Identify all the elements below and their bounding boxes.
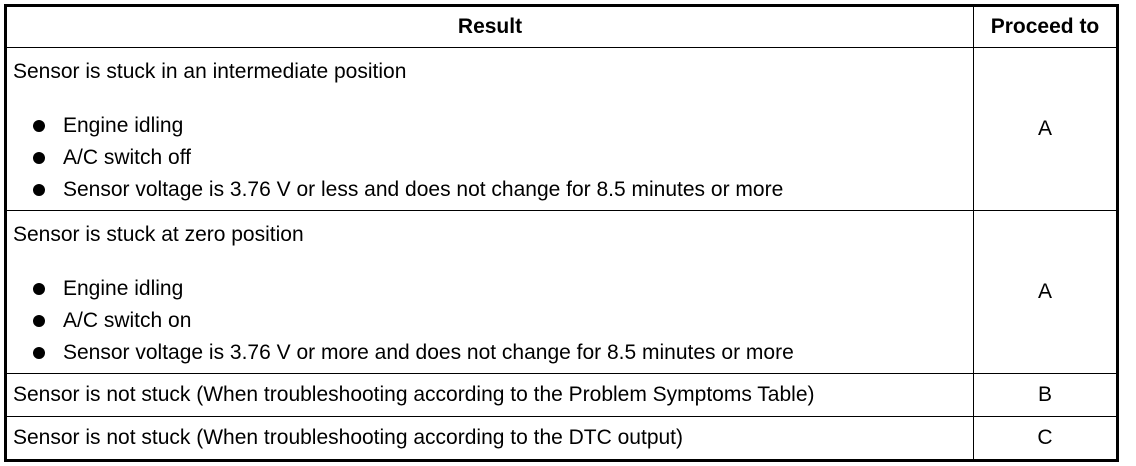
result-cell: Sensor is not stuck (When troubleshooting according to the DTC output) bbox=[6, 417, 974, 461]
bullet-icon bbox=[33, 283, 45, 295]
proceed-cell: A bbox=[974, 211, 1118, 374]
condition-list bbox=[13, 110, 967, 206]
condition-item bbox=[13, 110, 967, 142]
condition-item bbox=[13, 142, 967, 174]
table-row bbox=[6, 417, 1118, 461]
condition-item bbox=[13, 174, 967, 206]
row-title: Sensor is stuck in an intermediate position bbox=[13, 60, 407, 83]
condition-item bbox=[13, 273, 967, 305]
bullet-icon bbox=[33, 120, 45, 132]
result-table bbox=[4, 4, 1119, 462]
table-row bbox=[6, 48, 1118, 211]
bullet-icon bbox=[33, 347, 45, 359]
header-result: Result bbox=[6, 6, 974, 48]
condition-text: A/C switch off bbox=[63, 146, 191, 169]
bullet-icon bbox=[33, 152, 45, 164]
result-cell bbox=[6, 48, 974, 211]
table-row bbox=[6, 374, 1118, 417]
condition-text: Engine idling bbox=[63, 277, 184, 300]
proceed-cell: A bbox=[974, 48, 1118, 211]
header-proceed-to: Proceed to bbox=[974, 6, 1118, 48]
row-title: Sensor is stuck at zero position bbox=[13, 223, 304, 246]
condition-text: Sensor voltage is 3.76 V or more and does not change for 8.5 minutes or more bbox=[63, 341, 794, 364]
proceed-cell: C bbox=[974, 417, 1118, 461]
bullet-icon bbox=[33, 184, 45, 196]
bullet-icon bbox=[33, 315, 45, 327]
condition-text: A/C switch on bbox=[63, 309, 192, 332]
table-row bbox=[6, 211, 1118, 374]
proceed-cell: B bbox=[974, 374, 1118, 417]
result-cell: Sensor is not stuck (When troubleshooting according to the Problem Symptoms Table) bbox=[6, 374, 974, 417]
result-cell bbox=[6, 211, 974, 374]
condition-text: Engine idling bbox=[63, 114, 184, 137]
condition-list bbox=[13, 273, 967, 369]
condition-item bbox=[13, 305, 967, 337]
condition-text: Sensor voltage is 3.76 V or less and does not change for 8.5 minutes or more bbox=[63, 178, 784, 201]
condition-item bbox=[13, 337, 967, 369]
header-row bbox=[6, 6, 1118, 48]
